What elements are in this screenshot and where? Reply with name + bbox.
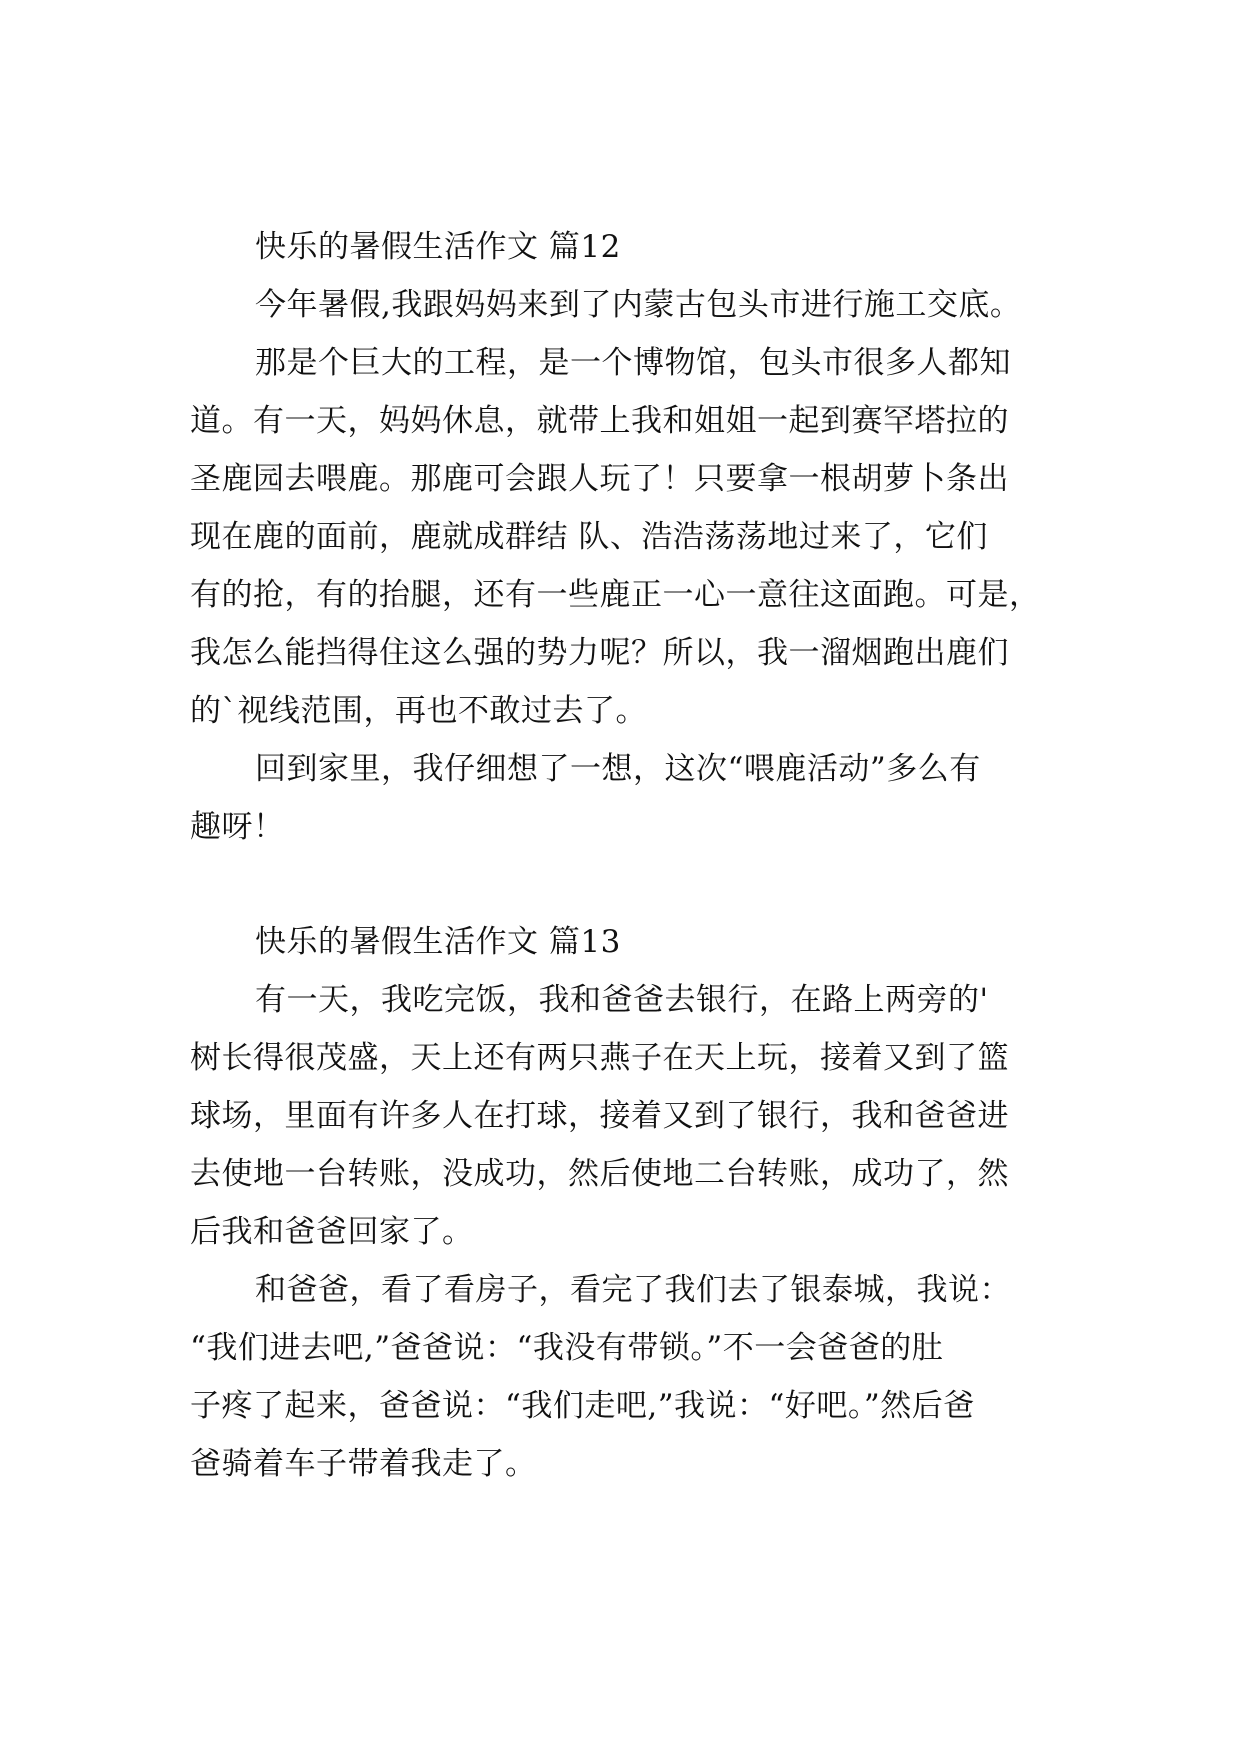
text-line: 子疼了起来，爸爸说：“我们走吧,”我说：“好吧。”然后爸 (190, 1388, 975, 1424)
text-line: 回到家里，我仔细想了一想，这次“喂鹿活动”多么有 (255, 751, 981, 787)
text-line: 球场，里面有许多人在打球，接着又到了银行，我和爸爸进 (190, 1098, 1009, 1134)
text-line: 后我和爸爸回家了。 (190, 1214, 474, 1250)
text-line: “我们进去吧,”爸爸说：“我没有带锁。”不一会爸爸的肚 (190, 1330, 944, 1366)
text-line: 有一天，我吃完饭，我和爸爸去银行，在路上两旁的' (255, 982, 989, 1018)
paragraph (190, 740, 1070, 856)
text-line: 趣呀！ (190, 809, 285, 845)
section-heading: 快乐的暑假生活作文 篇13 (255, 924, 621, 960)
paragraph (190, 1261, 1070, 1493)
text-line: 道。有一天，妈妈休息，就带上我和姐姐一起到赛罕塔拉的 (190, 403, 1009, 439)
text-line: 树长得很茂盛，天上还有两只燕子在天上玩，接着又到了篮 (190, 1040, 1009, 1076)
text-line: 那是个巨大的工程，是一个博物馆，包头市很多人都知 (255, 345, 1011, 381)
text-line: 今年暑假,我跟妈妈来到了内蒙古包头市进行施工交底。 (255, 287, 1022, 323)
section-heading: 快乐的暑假生活作文 篇12 (255, 229, 621, 265)
text-line: 的`视线范围，再也不敢过去了。 (190, 693, 647, 729)
paragraph (190, 334, 1070, 740)
essay-section-13 (190, 913, 1070, 1493)
text-line: 和爸爸，看了看房子，看完了我们去了银泰城，我说： (255, 1272, 1011, 1308)
text-line: 现在鹿的面前，鹿就成群结 队、浩浩荡荡地过来了，它们 (190, 519, 988, 555)
text-line: 有的抢，有的抬腿，还有一些鹿正一心一意往这面跑。可是， (190, 577, 1041, 613)
text-line: 我怎么能挡得住这么强的势力呢？所以，我一溜烟跑出鹿们 (190, 635, 1009, 671)
essay-section-12 (190, 218, 1070, 856)
paragraph (190, 971, 1070, 1261)
text-line: 去使地一台转账，没成功，然后使地二台转账，成功了，然 (190, 1156, 1009, 1192)
text-line: 圣鹿园去喂鹿。那鹿可会跟人玩了！只要拿一根胡萝卜条出 (190, 461, 1009, 497)
paragraph (190, 276, 1070, 334)
text-line: 爸骑着车子带着我走了。 (190, 1446, 537, 1482)
